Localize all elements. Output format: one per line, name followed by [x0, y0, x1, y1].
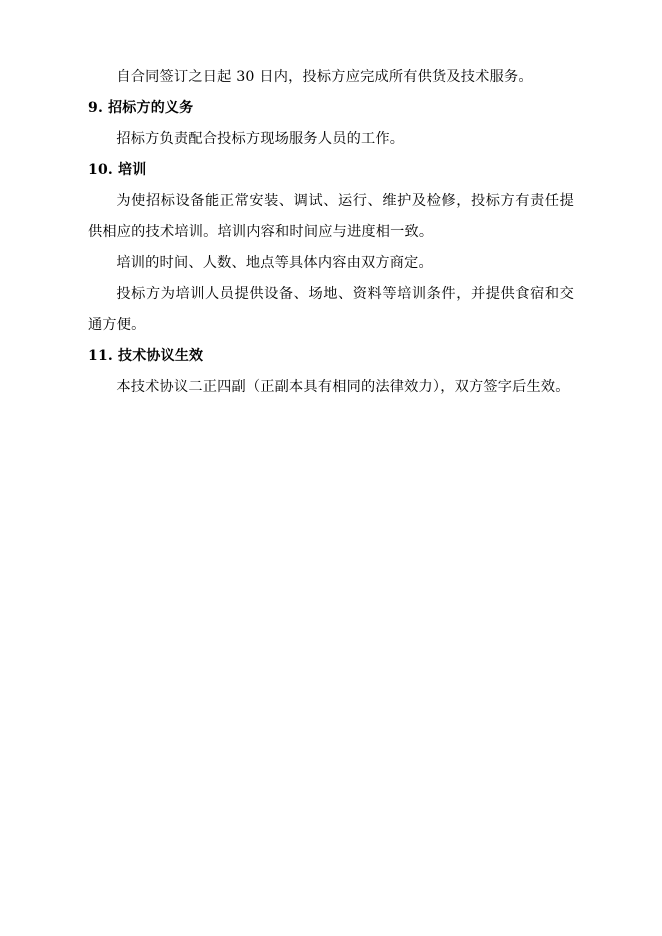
paragraph-agreement-effect: 本技术协议二正四副（正副本具有相同的法律效力），双方签字后生效。 [116, 379, 570, 395]
document-body [88, 62, 574, 403]
section-heading-9: 9. 招标方的义务 [88, 100, 194, 116]
paragraph-delivery-term: 自合同签订之日起 30 日内，投标方应完成所有供货及技术服务。 [116, 69, 533, 85]
paragraph-training-details: 培训的时间、人数、地点等具体内容由双方商定。 [116, 255, 433, 271]
paragraph-training-conditions: 投标方为培训人员提供设备、场地、资料等培训条件，并提供食宿和交通方便。 [88, 286, 574, 333]
paragraph-tenderee-obligation: 招标方负责配合投标方现场服务人员的工作。 [116, 131, 405, 147]
paragraph-training-scope: 为使招标设备能正常安装、调试、运行、维护及检修，投标方有责任提供相应的技术培训。培训内容和时间应与进度相一致。 [88, 193, 574, 240]
section-heading-10: 10. 培训 [88, 162, 147, 178]
section-heading-11: 11. 技术协议生效 [88, 348, 204, 364]
